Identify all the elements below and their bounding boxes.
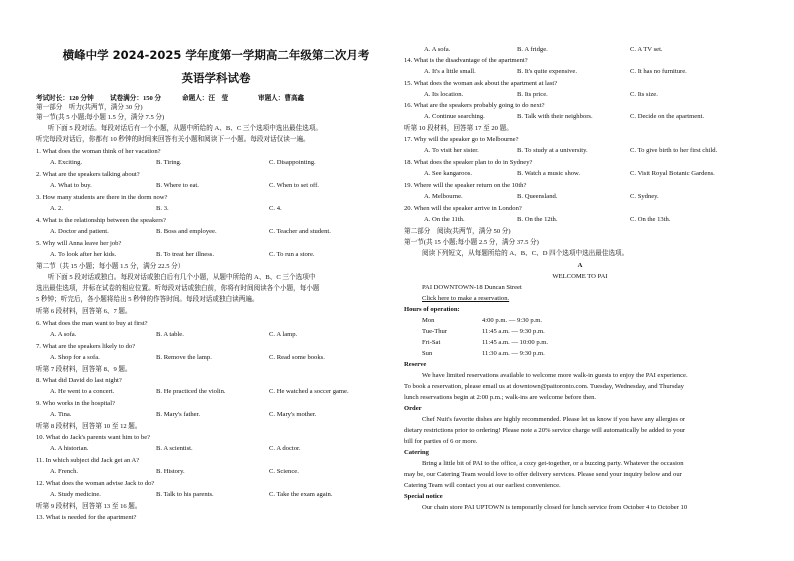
option-c: C. Disappointing.	[269, 159, 316, 166]
instruction-line: 阅读下列短文，从每题所给的 A、B、C、D 四个选项中选出最佳选项。	[422, 250, 629, 257]
option-b: B. Remove the lamp.	[156, 354, 212, 361]
paragraph-line: We have limited reservations available to welcome more walk-in guests to enjoy the PAI experience.	[422, 372, 688, 379]
option-a: A. Its location.	[424, 91, 464, 98]
option-a: A. Shop for a sofa.	[50, 354, 100, 361]
paragraph-line: Our chain store PAI UPTOWN is temporarily closed for lunch service from October 4 to October 10	[422, 504, 688, 511]
paragraph-line: dietary restrictions prior to ordering! Please note a 20% service charge will automatically be added to your	[404, 427, 686, 434]
question: 7. What are the speakers likely to do?	[36, 343, 136, 350]
option-b: B. A table.	[156, 331, 184, 338]
option-c: C. On the 13th.	[630, 216, 671, 223]
option-b: B. It's quite expensive.	[517, 68, 577, 75]
option-a: A. To look after her kids.	[50, 251, 117, 258]
paragraph-line: may be, our Catering Team would love to offer delivery services. Please send your inquiry below and our	[404, 471, 682, 478]
question: 1. What does the woman think of her vacation?	[36, 148, 161, 155]
option-a: A. To visit her sister.	[424, 147, 479, 154]
option-c: C. Read some books.	[269, 354, 325, 361]
hours-time: 11:45 a.m. — 9:30 p.m.	[482, 328, 545, 335]
question: 8. What did David do last night?	[36, 377, 122, 384]
option-b: B. To treat her illness.	[156, 251, 215, 258]
paragraph-line: Catering Team will contact you at our earliest convenience.	[404, 482, 561, 489]
option-c: C. 4.	[269, 205, 282, 212]
option-c: C. To give birth to her first child.	[630, 147, 718, 154]
option-a: A. Doctor and patient.	[50, 228, 109, 235]
option-b: B. Tiring.	[156, 159, 182, 166]
exam-setter: 命题人：汪 莹	[182, 95, 229, 102]
option-a: A. A sofa.	[50, 331, 77, 338]
reserve-heading: Reserve	[404, 361, 427, 368]
option-c: C. Take the exam again.	[269, 491, 333, 498]
question: 16. What are the speakers probably going to do next?	[404, 102, 545, 109]
question: 18. What does the speaker plan to do in Sydney?	[404, 159, 533, 166]
catering-heading: Catering	[404, 449, 429, 456]
option-b: B. Talk to his parents.	[156, 491, 214, 498]
instruction-line: 听下面 5 段对话或独白。每段对话或独白后有几个小题，从题中所给的 A、B、C 三个选项中	[48, 274, 316, 281]
order-heading: Order	[404, 405, 422, 412]
listening-material: 听第 7 段材料，回答第 8、9 题。	[36, 366, 132, 373]
option-c: C. A TV set.	[630, 46, 663, 53]
option-b: B. Talk with their neighbors.	[517, 113, 593, 120]
instruction-line: 5 秒钟；听完后，各小题将给出 5 秒钟的作答时间。每段对话或独白读两遍。	[36, 296, 259, 303]
hours-time: 4:00 p.m. — 9:30 p.m.	[482, 317, 543, 324]
option-c: C. Teacher and student.	[269, 228, 331, 235]
option-a: A. Continue searching.	[424, 113, 485, 120]
paragraph-line: Bring a little bit of PAI to the office, a cozy get-together, or a buzzing party. Whatever the occasion	[422, 460, 684, 467]
option-c: C. To run a store.	[269, 251, 315, 258]
restaurant-address: PAI DOWNTOWN-18 Duncan Street	[422, 284, 522, 291]
option-c: C. Visit Royal Botanic Gardens.	[630, 170, 715, 177]
exam-score: 试卷满分：150 分	[110, 95, 162, 102]
listening-material: 听第 10 段材料，回答第 17 至 20 题。	[404, 125, 513, 132]
option-b: B. A scientist.	[156, 445, 193, 452]
question: 19. Where will the speaker return on the 10th?	[404, 182, 527, 189]
paragraph-line: To book a reservation, please email us at downtown@paitoronto.com. Tuesday, Wednesday, and Thursday	[404, 383, 684, 390]
paragraph-line: bill for parties of 6 or more.	[404, 438, 478, 445]
listening-material: 听第 9 段材料，回答第 13 至 16 题。	[36, 503, 142, 510]
question: 10. What do Jack's parents want him to be?	[36, 434, 151, 441]
option-b: B. To study at a university.	[517, 147, 588, 154]
option-b: B. On the 12th.	[517, 216, 558, 223]
passage-label: A	[577, 262, 583, 269]
option-c: C. It has no furniture.	[630, 68, 687, 75]
option-c: C. He watched a soccer game.	[269, 388, 349, 395]
exam-subtitle: 英语学科试卷	[181, 71, 251, 85]
instruction-line: 选出最佳选项，并标在试卷的相应位置。听每段对话或独白前，你将有时间阅读各个小题，每小题	[36, 285, 320, 292]
option-a: A. He went to a concert.	[50, 388, 115, 395]
option-b: B. Queensland.	[517, 193, 558, 200]
exam-title: 横峰中学 2024-2025 学年度第一学期高二年级第二次月考	[62, 48, 370, 62]
option-a: A. It's a little small.	[424, 68, 476, 75]
option-a: A. Melbourne.	[424, 193, 463, 200]
option-c: C. A lamp.	[269, 331, 298, 338]
option-a: A. What to buy.	[50, 182, 92, 189]
part-heading: 第一部分 听力(共两节，满分 30 分)	[36, 104, 143, 111]
question: 12. What does the woman advise Jack to do?	[36, 480, 155, 487]
paragraph-line: Chef Nuit's favorite dishes are highly recommended. Please let us know if you have any allergies or	[422, 416, 686, 423]
option-b: B. He practiced the violin.	[156, 388, 226, 395]
question: 4. What is the relationship between the speakers?	[36, 217, 166, 224]
option-b: B. 3.	[156, 205, 169, 212]
option-a: A. On the 11th.	[424, 216, 465, 223]
section-heading: 第一节(共 5 小题;每小题 1.5 分，满分 7.5 分)	[36, 114, 165, 121]
question: 20. When will the speaker arrive in London?	[404, 205, 522, 212]
option-c: C. Science.	[269, 468, 299, 475]
option-a: A. Tina.	[50, 411, 72, 418]
option-c: C. Sydney.	[630, 193, 659, 200]
reservation-link[interactable]: Click here to make a reservation.	[422, 295, 510, 302]
option-c: C. Its size.	[630, 91, 658, 98]
instruction-line: 听完每段对话后，你都有 10 秒钟的时间来回答有关小题和阅读下一小题。每段对话仅读一遍。	[36, 136, 310, 143]
question: 14. What is the disadvantage of the apartment?	[404, 57, 528, 64]
option-b: B. History.	[156, 468, 185, 475]
question: 3. How many students are there in the dorm now?	[36, 194, 168, 201]
instruction-line: 听下面 5 段对话。每段对话后有一个小题，从题中所给的 A、B、C 三个选项中选出最佳选项。	[48, 125, 323, 132]
section-heading: 第二节（共 15 小题；每小题 1.5 分，满分 22.5 分）	[36, 263, 185, 270]
question: 15. What does the woman ask about the apartment at last?	[404, 80, 558, 87]
part-heading: 第二部分 阅读(共两节，满分 50 分)	[404, 228, 511, 235]
option-b: B. Its price.	[517, 91, 548, 98]
notice-heading: Special notice	[404, 493, 443, 500]
option-c: C. Mary's mother.	[269, 411, 317, 418]
question: 11. In which subject did Jack get an A?	[36, 457, 140, 464]
option-b: B. Mary's father.	[156, 411, 201, 418]
hours-heading: Hours of operation:	[404, 306, 460, 313]
paragraph-line: lunch reservations begin at 2:00 p.m.; walk-ins are welcome before then.	[404, 394, 597, 401]
option-a: A. French.	[50, 468, 79, 475]
hours-day: Mon	[422, 317, 435, 324]
option-b: B. Where to eat.	[156, 182, 199, 189]
option-a: A. See kangaroos.	[424, 170, 472, 177]
option-c: C. Decide on the apartment.	[630, 113, 704, 120]
hours-day: Sun	[422, 350, 433, 357]
question: 13. What is needed for the apartment?	[36, 514, 137, 521]
question: 2. What are the speakers talking about?	[36, 171, 140, 178]
question: 9. Who works in the hospital?	[36, 400, 115, 407]
listening-material: 听第 8 段材料，回答第 10 至 12 题。	[36, 423, 142, 430]
hours-time: 11:30 a.m. — 9:30 p.m.	[482, 350, 545, 357]
option-c: C. When to set off.	[269, 182, 319, 189]
option-a: A. Study medicine.	[50, 491, 101, 498]
hours-day: Tue-Thur	[422, 328, 448, 335]
question: 6. What does the man want to buy at first?	[36, 320, 148, 327]
option-b: B. Watch a music show.	[517, 170, 581, 177]
option-a: A. Exciting.	[50, 159, 83, 166]
option-b: B. Boss and employee.	[156, 228, 217, 235]
hours-day: Fri-Sat	[422, 339, 441, 346]
section-heading: 第一节(共 15 小题;每小题 2.5 分，满分 37.5 分)	[404, 239, 539, 246]
question: 5. Why will Anna leave her job?	[36, 240, 122, 247]
passage-title: WELCOME TO PAI	[552, 273, 608, 280]
question: 17. Why will the speaker go to Melbourne?	[404, 136, 519, 143]
option-a: A. A historian.	[50, 445, 89, 452]
hours-time: 11:45 a.m. — 10:00 p.m.	[482, 339, 549, 346]
option-a: A. 2.	[50, 205, 64, 212]
option-c: C. A doctor.	[269, 445, 301, 452]
option-b: B. A fridge.	[517, 46, 548, 53]
option-a: A. A sofa.	[424, 46, 451, 53]
listening-material: 听第 6 段材料，回答第 6、7 题。	[36, 308, 132, 315]
exam-reviewer: 审题人：曹高鑫	[258, 95, 305, 102]
exam-time: 考试时长：120 分钟	[36, 95, 94, 102]
